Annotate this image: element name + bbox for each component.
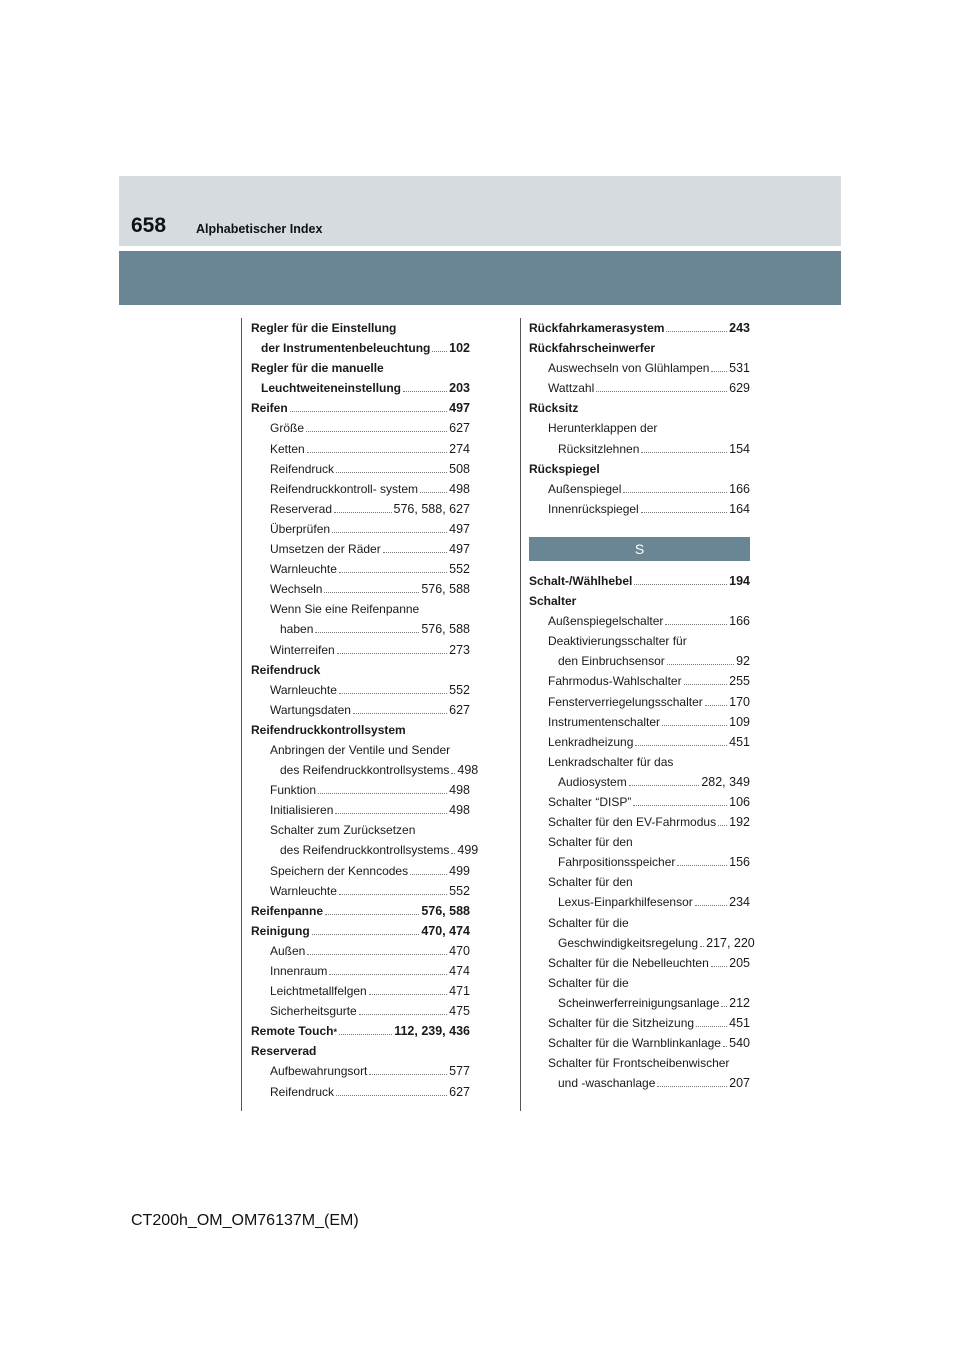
index-entry [529,933,755,953]
entry-label: Fahrmodus-Wahlschalter [548,674,682,689]
entry-label: Größe [270,421,305,436]
entry-label: des Reifendruckkontrollsystems [280,843,450,858]
entry-page-ref[interactable]: 576, 588 [421,622,470,637]
index-entry [529,671,750,691]
index-entry [529,692,750,712]
index-entry [251,861,470,881]
entry-label: Rückfahrscheinwerfer [529,341,656,356]
index-entry [251,519,470,539]
leader-dots [369,994,447,995]
leader-dots [596,391,727,392]
entry-label: Reifendruck [251,662,321,677]
entry-page-ref[interactable]: 164 [729,501,750,516]
index-entry [529,378,750,398]
page-title: Alphabetischer Index [196,222,323,236]
index-entry [529,631,750,651]
leader-dots [677,865,727,866]
index-entry [251,941,470,961]
index-entry [529,892,750,912]
index-entry [251,559,470,579]
index-entry [529,1073,750,1093]
entry-label: Außenspiegelschalter [548,614,664,629]
index-entry [529,732,750,752]
index-entry [251,680,470,700]
leader-dots [635,745,727,746]
index-entry [251,358,470,378]
entry-page-ref[interactable]: 273 [449,642,470,657]
entry-page-ref[interactable]: 102 [449,341,470,356]
leader-dots [623,492,727,493]
entry-page-ref[interactable]: 156 [729,855,750,870]
entry-page-ref[interactable]: 451 [729,1016,750,1030]
leader-dots [339,894,447,895]
index-entry [251,499,470,519]
entry-label: Ketten [270,441,305,456]
index-entry [529,439,750,459]
entry-label: Warnleuchte [270,562,337,577]
entry-page-ref[interactable]: 106 [729,794,750,809]
entry-label: Speichern der Kenncodes [270,863,409,878]
entry-label: Innenraum [270,964,328,978]
entry-label: Schalter [529,594,577,609]
entry-label: Schalter für die Nebelleuchten [548,955,709,970]
entry-label: Schalt-/Wählhebel [529,573,633,588]
leader-dots [695,905,727,906]
page-number: 658 [131,214,167,237]
index-entry [251,579,470,599]
index-entry [529,1053,750,1073]
entry-label: Regler für die Einstellung [251,321,397,335]
index-entry [529,772,750,792]
index-entry [529,398,750,418]
leader-dots [339,572,447,573]
entry-label: Wenn Sie eine Reifenpanne [270,602,420,617]
index-entry [529,712,750,732]
leader-dots [451,853,455,854]
index-entry [251,820,470,840]
entry-page-ref[interactable]: 212 [729,995,750,1010]
entry-label: Instrumentenschalter [548,714,661,729]
entry-page-ref[interactable]: 577 [449,1064,470,1079]
leader-dots [696,1026,727,1027]
index-entry [529,611,750,631]
entry-page-ref[interactable]: 499 [457,843,479,858]
entry-label: Innenrückspiegel [548,501,639,516]
index-entry [251,318,470,338]
index-entry [251,378,470,398]
leader-dots [662,725,727,726]
leader-dots [432,351,447,352]
index-group-r [529,318,750,519]
index-entry [251,760,479,780]
entry-page-ref[interactable]: 627 [449,1084,470,1099]
index-entry [251,1041,470,1061]
entry-label: der Instrumentenbeleuchtung [261,341,431,356]
entry-label: Wartungsdaten [270,702,351,717]
entry-page-ref[interactable]: 194 [729,573,750,588]
entry-label: Reifenpanne [251,903,324,918]
entry-label: Fensterverriegelungsschalter [548,694,703,709]
index-entry [529,459,750,479]
entry-label: Schalter “DISP” [548,794,632,809]
entry-page-ref[interactable]: 629 [729,381,750,396]
entry-label: Scheinwerferreinigungsanlage [558,995,720,1010]
leader-dots [700,946,704,947]
leader-dots [339,1034,392,1035]
leader-dots [307,452,447,453]
section-header-s: S [529,537,750,561]
entry-page-ref[interactable]: 470 [449,943,470,958]
leader-dots [315,632,419,633]
footnote-marker: * [333,1027,337,1038]
entry-page-ref[interactable]: 217, 220 [706,935,755,950]
index-entry [251,398,470,418]
entry-page-ref[interactable]: 451 [729,734,750,749]
right-column-rule [520,318,521,1111]
entry-label: Initialisieren [270,803,334,818]
index-entry [251,780,470,800]
entry-label: Reifen [251,401,288,416]
entry-page-ref[interactable]: 112, 239, 436 [394,1024,470,1039]
leader-dots [307,954,447,955]
leader-dots [633,805,727,806]
leader-dots [383,552,447,553]
leader-dots [359,1014,447,1015]
entry-page-ref[interactable]: 154 [729,441,750,456]
entry-label: Außen [270,943,306,958]
entry-label: Reserverad [270,501,333,516]
index-entry [529,571,750,591]
entry-page-ref[interactable]: 576, 588, 627 [393,501,470,516]
leader-dots [665,624,727,625]
index-entry [251,700,470,720]
entry-label: Leichtmetallfelgen [270,984,367,999]
index-entry [251,720,470,740]
entry-page-ref[interactable]: 166 [729,614,750,629]
entry-page-ref[interactable]: 475 [449,1004,470,1019]
entry-label: Überprüfen [270,521,331,536]
leader-dots [325,914,419,915]
entry-page-ref[interactable]: 627 [449,702,470,717]
entry-page-ref[interactable]: 474 [449,964,470,978]
leader-dots [369,1074,447,1075]
index-entry [529,318,750,338]
index-entry [251,1082,470,1102]
entry-page-ref[interactable]: 552 [449,883,470,898]
leader-dots [718,825,727,826]
header-bar [119,251,841,305]
index-entry [251,479,470,499]
entry-page-ref[interactable]: 540 [729,1036,750,1051]
entry-label: Funktion [270,783,317,798]
entry-label: Rücksitz [529,401,579,416]
entry-label: Schalter für die [548,915,629,930]
entry-label: Deaktivierungsschalter für [548,634,687,649]
entry-page-ref[interactable]: 274 [449,441,470,456]
entry-label: Anbringen der Ventile und Sender [270,742,451,757]
leader-dots [711,371,727,372]
entry-label: Wechseln [270,582,323,597]
index-entry [529,913,750,933]
entry-label: Rückfahrkamerasystem [529,321,665,335]
index-entry [251,539,470,559]
leader-dots [329,974,447,975]
entry-label: des Reifendruckkontrollsystems [280,763,450,778]
leader-dots [403,391,447,392]
entry-label: Schalter für die Warnblinkanlage [548,1036,721,1051]
leader-dots [339,693,447,694]
index-entry [529,651,750,671]
index-entry [529,792,750,812]
entry-label: Schalter für die Sitzheizung [548,1016,695,1030]
leader-dots [451,773,455,774]
entry-label: Lenkradschalter für das [548,754,674,769]
leader-dots [336,472,447,473]
entry-label: Aufbewahrungsort [270,1064,368,1079]
entry-page-ref[interactable]: 552 [449,682,470,697]
entry-label: Warnleuchte [270,682,337,697]
entry-label: Reifendruck [270,1084,335,1099]
entry-page-ref[interactable]: 205 [729,955,750,970]
entry-page-ref[interactable]: 109 [729,714,750,729]
leader-dots [290,411,447,412]
entry-page-ref[interactable]: 497 [449,521,470,536]
entry-page-ref[interactable]: 470, 474 [421,923,470,938]
index-entry [251,740,470,760]
entry-label: Schalter für die [548,975,629,990]
index-entry [529,973,750,993]
leader-dots [335,813,447,814]
entry-page-ref[interactable]: 255 [729,674,750,689]
entry-label: Schalter für Frontscheibenwischer [548,1056,730,1071]
entry-label: Reinigung [251,923,310,938]
index-entry [529,418,750,438]
entry-page-ref[interactable]: 282, 349 [701,774,750,789]
index-column-left [251,318,479,1102]
entry-label: Remote Touch [251,1024,334,1039]
entry-page-ref[interactable]: 207 [729,1076,750,1091]
entry-page-ref[interactable]: 234 [729,895,750,910]
entry-label: Reserverad [251,1044,317,1059]
index-entry [529,1013,750,1033]
leader-dots [312,934,420,935]
entry-page-ref[interactable]: 243 [729,321,750,335]
entry-label: Lenkradheizung [548,734,634,749]
index-entry [251,800,470,820]
index-entry [529,953,750,973]
entry-page-ref[interactable]: 576, 588 [421,582,470,597]
leader-dots [420,492,447,493]
entry-page-ref[interactable]: 498 [449,803,470,818]
entry-label: Wattzahl [548,381,595,396]
leader-dots [410,874,447,875]
entry-label: Schalter für den EV-Fahrmodus [548,815,717,830]
leader-dots [641,452,727,453]
entry-page-ref[interactable]: 497 [449,542,470,557]
entry-label: Leuchtweiteneinstellung [261,381,402,396]
index-entry [251,418,470,438]
entry-page-ref[interactable]: 471 [449,984,470,999]
entry-page-ref[interactable]: 92 [736,654,750,669]
entry-label: Geschwindigkeitsregelung [558,935,699,950]
leader-dots [721,1006,727,1007]
index-entry [529,852,750,872]
entry-page-ref[interactable]: 531 [729,361,750,376]
entry-label: Auswechseln von Glühlampen [548,361,710,376]
index-group-s [529,571,755,1093]
entry-page-ref[interactable]: 192 [729,815,750,830]
entry-label: Rückspiegel [529,461,600,476]
entry-label: Lexus-Einparkhilfesensor [558,895,693,910]
entry-label: Fahrpositionsspeicher [558,855,676,870]
leader-dots [666,331,727,332]
leader-dots [324,592,419,593]
entry-page-ref[interactable]: 203 [449,381,470,396]
entry-label: haben [280,622,314,637]
index-entry [529,591,750,611]
entry-page-ref[interactable]: 498 [457,763,479,778]
index-column-right [529,318,755,1093]
entry-label: und -waschanlage [558,1076,656,1091]
entry-page-ref[interactable]: 498 [449,783,470,798]
index-entry [251,1061,470,1081]
leader-dots [634,584,727,585]
entry-page-ref[interactable]: 552 [449,562,470,577]
index-entry [529,358,750,378]
entry-label: Schalter für den [548,875,633,890]
index-entry [251,439,470,459]
entry-page-ref[interactable]: 508 [449,461,470,476]
leader-dots [641,512,727,513]
entry-label: Audiosystem [558,774,627,789]
entry-page-ref[interactable]: 576, 588 [421,903,470,918]
index-entry [529,499,750,519]
index-entry [529,338,750,358]
entry-page-ref[interactable]: 499 [449,863,470,878]
leader-dots [306,431,447,432]
leader-dots [629,785,700,786]
entry-page-ref[interactable]: 627 [449,421,470,436]
index-entry [251,981,470,1001]
index-entry [529,832,750,852]
entry-label: Umsetzen der Räder [270,542,381,557]
entry-page-ref[interactable]: 170 [729,694,750,709]
index-entry [251,901,470,921]
entry-label: Schalter zum Zurücksetzen [270,823,416,838]
entry-label: Rücksitzlehnen [558,441,640,456]
entry-page-ref[interactable]: 497 [449,401,470,416]
index-entry [251,599,470,619]
entry-label: Reifendruck [270,461,335,476]
index-entry [251,660,470,680]
entry-label: Regler für die manuelle [251,361,384,376]
index-entry [251,619,470,639]
index-entry [251,840,479,860]
entry-label: Reifendruckkontroll- system [270,481,419,496]
index-entry [251,1001,470,1021]
entry-page-ref[interactable]: 498 [449,481,470,496]
leader-dots [723,1046,727,1047]
leader-dots [318,793,447,794]
entry-label: Winterreifen [270,642,335,657]
entry-label: Herunterklappen der [548,421,658,436]
leader-dots [353,713,447,714]
leader-dots [705,705,727,706]
document-id: CT200h_OM_OM76137M_(EM) [131,1212,359,1229]
leader-dots [711,966,727,967]
entry-label: Sicherheitsgurte [270,1004,357,1019]
index-entry [251,338,470,358]
leader-dots [684,684,728,685]
index-entry [529,872,750,892]
index-entry [529,993,750,1013]
entry-label: Schalter für den [548,835,633,850]
leader-dots [337,653,447,654]
entry-label: Reifendruckkontrollsystem [251,722,406,737]
left-column-rule [241,318,242,1111]
index-entry [529,479,750,499]
entry-label: Warnleuchte [270,883,337,898]
leader-dots [336,1095,447,1096]
index-entry [251,881,470,901]
entry-label: den Einbruchsensor [558,654,665,669]
index-entry [529,1033,750,1053]
index-entry [251,459,470,479]
index-entry [251,921,470,941]
index-entry [529,752,750,772]
entry-label: Außenspiegel [548,481,622,496]
index-entry [529,812,750,832]
leader-dots [332,532,447,533]
index-entry [251,1021,470,1041]
leader-dots [334,512,392,513]
leader-dots [657,1086,727,1087]
entry-page-ref[interactable]: 166 [729,481,750,496]
leader-dots [667,664,734,665]
index-entry [251,961,470,981]
index-entry [251,640,470,660]
